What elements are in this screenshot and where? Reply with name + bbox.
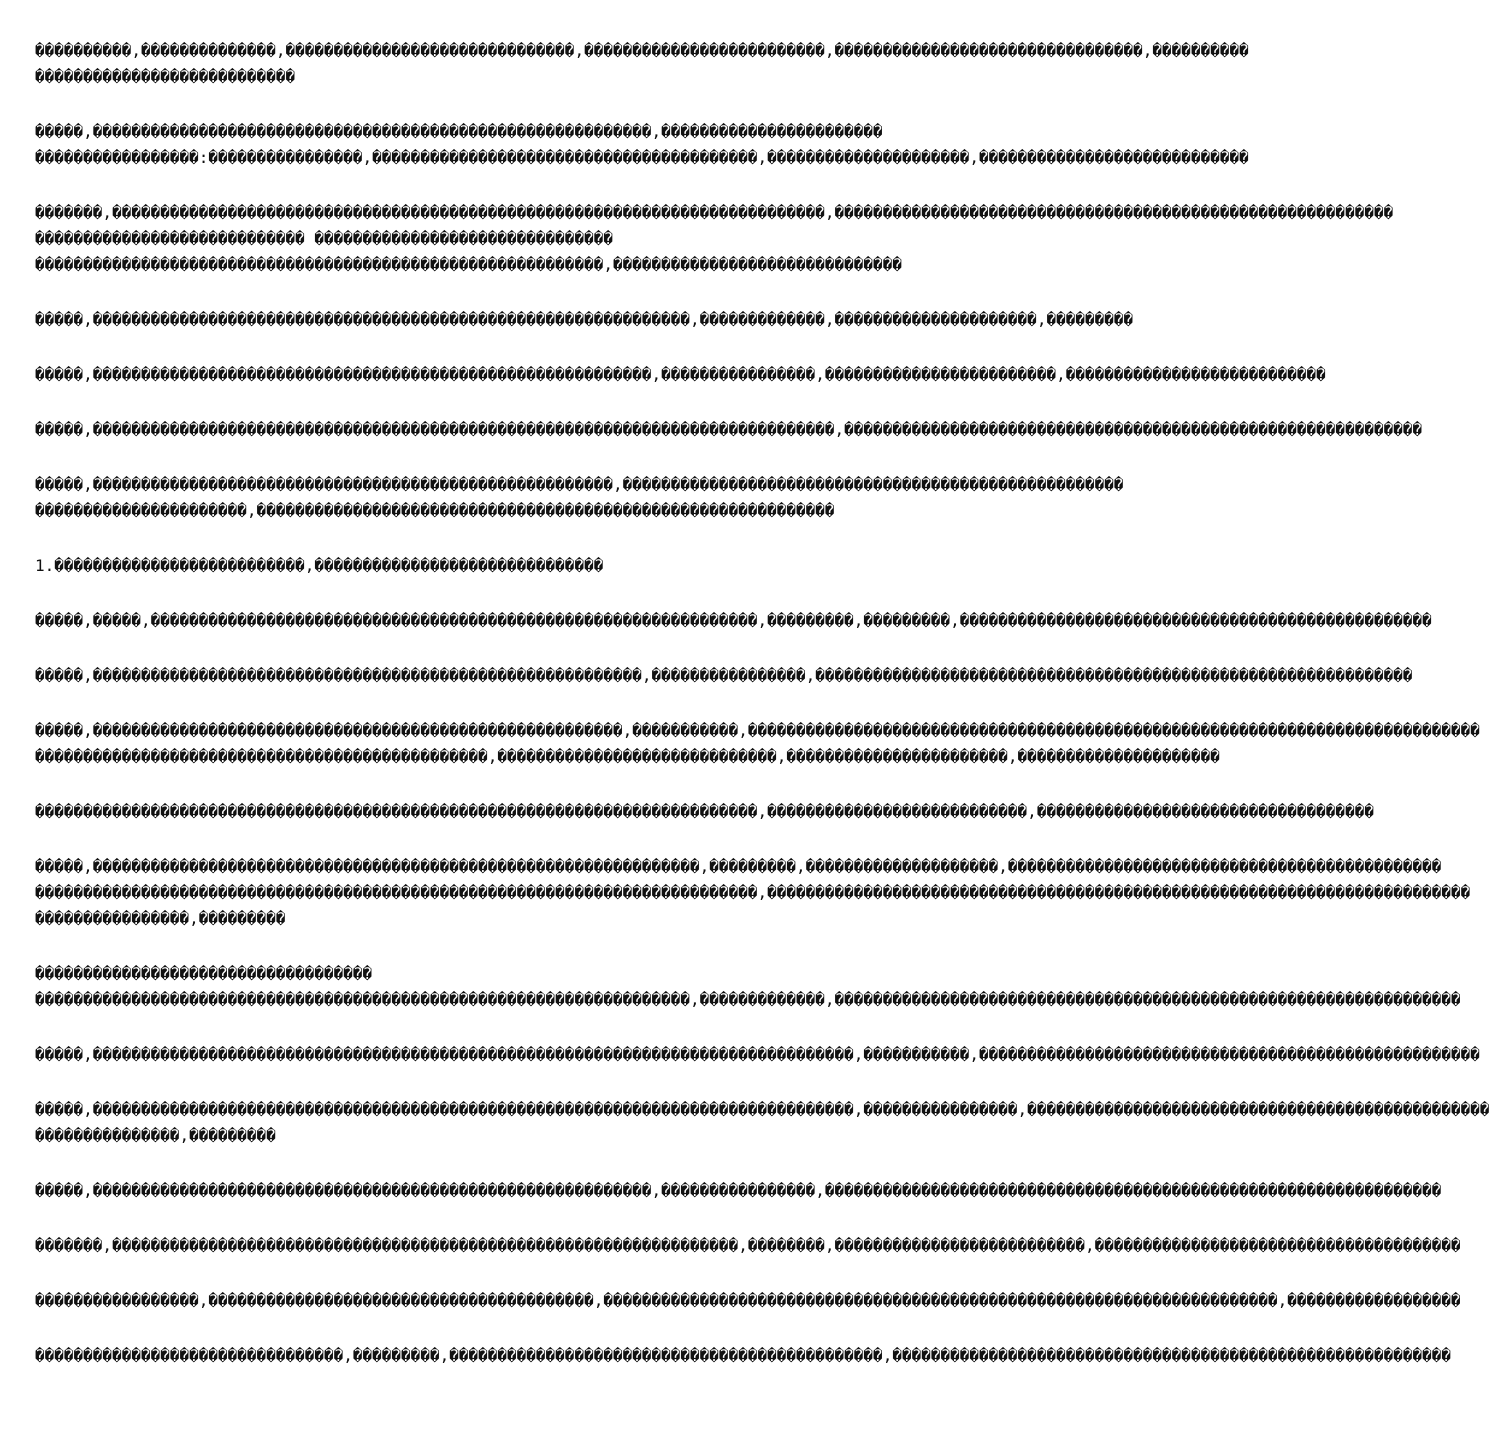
text-line: �����������������������������������������������������������,������������������������������ bbox=[35, 255, 902, 274]
paragraph-13 bbox=[35, 854, 1471, 932]
paragraph-5 bbox=[35, 362, 1326, 388]
paragraph-3 bbox=[35, 200, 1394, 278]
text-line: ����������������������,������������������������������������������������������������ bbox=[35, 501, 835, 520]
paragraph-10 bbox=[35, 663, 1413, 689]
text-line: �����,������������������������������������������������������,���������������������������������������������������� bbox=[35, 475, 1124, 494]
text-line: 1.��������������������������,������������������������������ bbox=[35, 556, 604, 575]
text-line: �������,��������������������������������������������������������������������������,���������������������������������������������������������� bbox=[35, 203, 1394, 222]
text-line: ��������������������������������������������������������������������,�������������,����������������������������������������������������������������� bbox=[35, 990, 1461, 1009]
text-line: �����,���������������������������������������������������������,����������������,�������������������������������������������������������������� bbox=[35, 666, 1413, 685]
text-line: �����,�������������������������������������������������������,�����������,���������������������������������������������������������������������������� bbox=[35, 721, 1480, 740]
document-page bbox=[35, 38, 1490, 1398]
text-line: �����,�����������������������������������������������������������������������������,������������������������������������������������������������ bbox=[35, 420, 1423, 439]
text-line: �����,�������������������������������������������������������������������������������,�����������,���������������������������������������������������� bbox=[35, 1045, 1480, 1064]
text-line: ����������������������������������� bbox=[35, 964, 373, 983]
paragraph-12 bbox=[35, 799, 1374, 825]
paragraph-7 bbox=[35, 472, 1124, 524]
paragraph-15 bbox=[35, 1042, 1480, 1068]
text-line: ���������������������������������������������������������������������������,���������������������������,����������������������������������� bbox=[35, 802, 1374, 821]
text-line: �����������������������������������������������,�����������������������������,�����������������������,��������������������� bbox=[35, 747, 1220, 766]
text-line: �����,���������������������������������������������������������������,���������,��������������������,��������������������������������������������� bbox=[35, 857, 1442, 876]
paragraph-11 bbox=[35, 718, 1480, 770]
text-line: ��������������������������� bbox=[35, 67, 296, 86]
text-line: ����������,��������������,������������������������������,�������������������������,��������������������������������,���������� bbox=[35, 41, 1249, 60]
paragraph-9 bbox=[35, 608, 1432, 634]
paragraph-6 bbox=[35, 417, 1423, 443]
text-line: ��������������������������������,���������,���������������������������������������������,���������������������������������������������������������� bbox=[35, 1346, 1452, 1365]
text-line: �����,����������������������������������������������������������,����������������������� bbox=[35, 122, 883, 141]
paragraph-1 bbox=[35, 38, 1249, 90]
text-line: ���������������,��������� bbox=[35, 1126, 276, 1145]
paragraph-16 bbox=[35, 1097, 1490, 1149]
text-line: �����,�������������������������������������������������������������������������������,����������������,������������������������������������������������ bbox=[35, 1100, 1490, 1119]
text-line: �����������������:����������������,����������������������������������������,���������������������,���������������������������� bbox=[35, 148, 1249, 167]
text-line: �����,����������������������������������������������������������,����������������,������������������������,��������������������������� bbox=[35, 365, 1326, 384]
text-line: �������,�����������������������������������������������������������������,��������,��������������������������,�������������������������������������� bbox=[35, 1236, 1461, 1255]
paragraph-20 bbox=[35, 1343, 1452, 1369]
paragraph-2 bbox=[35, 119, 1249, 171]
text-line: �����,����������������������������������������������������������,����������������,���������������������������������������������������������������� bbox=[35, 1181, 1442, 1200]
text-line: �����,��������������������������������������������������������������,�������������,���������������������,��������� bbox=[35, 310, 1134, 329]
text-line: �����������������,����������������������������������������,����������������������������������������������������������������������,������������������ bbox=[35, 1291, 1461, 1310]
text-line: �����,�����,���������������������������������������������������������������,���������,���������,������������������������������������������������� bbox=[35, 611, 1432, 630]
paragraph-17 bbox=[35, 1178, 1442, 1204]
text-line: ����������������,��������� bbox=[35, 909, 286, 928]
paragraph-19 bbox=[35, 1288, 1461, 1314]
paragraph-14 bbox=[35, 961, 1461, 1013]
text-line: ���������������������������������������������������������������������������,������������������������������������������������������������������������� bbox=[35, 883, 1471, 902]
paragraph-4 bbox=[35, 307, 1134, 333]
paragraph-18 bbox=[35, 1233, 1461, 1259]
text-line: ���������������������������� ������������������������������� bbox=[35, 229, 613, 248]
paragraph-8-numbered bbox=[35, 553, 990, 579]
